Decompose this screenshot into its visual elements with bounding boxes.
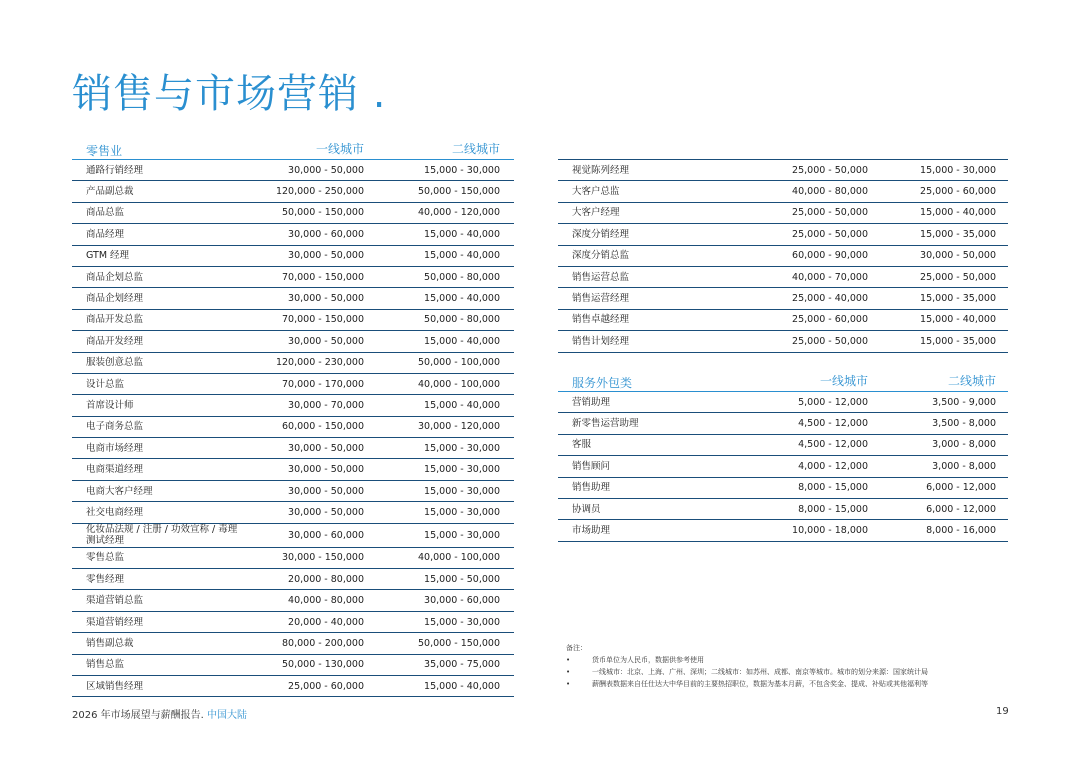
tier1-salary-cell: 30,000 - 50,000 [288, 293, 364, 305]
tier2-header: 二线城市 [947, 374, 996, 388]
note-text: 薪酬表数据来自任仕达大中华目前的主要热招职位，数据为基本月薪，不包含奖金、提成、补贴或其他福利等 [592, 680, 928, 688]
table-row [72, 310, 514, 331]
tier2-salary-cell: 40,000 - 100,000 [418, 378, 500, 390]
job-title-cell: 设计总监 [86, 378, 125, 390]
table-row [72, 590, 514, 611]
report-title: 2026 年市场展望与薪酬报告. [72, 710, 204, 721]
table-row [558, 203, 1008, 224]
category-header: 服务外包类 [572, 376, 633, 390]
table-row [558, 331, 1008, 352]
notes-heading: 备注： [566, 644, 587, 652]
job-title-cell: 商品开发经理 [86, 335, 144, 347]
tier2-salary-cell: 3,500 - 8,000 [932, 418, 996, 430]
table-body [558, 392, 1008, 542]
tier2-salary-cell: 15,000 - 35,000 [920, 293, 996, 305]
table-row [72, 438, 514, 459]
tier2-salary-cell: 50,000 - 80,000 [424, 314, 500, 326]
tier1-salary-cell: 30,000 - 60,000 [288, 529, 364, 541]
table-row [72, 181, 514, 202]
tier2-salary-cell: 15,000 - 40,000 [424, 250, 500, 262]
tier1-salary-cell: 50,000 - 150,000 [282, 207, 364, 219]
tier1-salary-cell: 25,000 - 50,000 [792, 335, 868, 347]
tier2-salary-cell: 30,000 - 120,000 [418, 421, 500, 433]
tier1-salary-cell: 30,000 - 50,000 [288, 485, 364, 497]
tier1-salary-cell: 8,000 - 15,000 [798, 482, 868, 494]
job-title-cell: 深度分销经理 [572, 228, 630, 240]
job-title-cell: 化妆品法规 / 注册 / 功效宣称 / 毒理测试经理 [86, 524, 238, 547]
tier2-salary-cell: 50,000 - 150,000 [418, 637, 500, 649]
note-item [566, 678, 1006, 690]
job-title-cell: 视觉陈列经理 [572, 164, 630, 176]
table-row [558, 160, 1008, 181]
tier2-salary-cell: 15,000 - 30,000 [424, 616, 500, 628]
job-title-cell: 电子商务总监 [86, 421, 144, 433]
tier1-salary-cell: 30,000 - 50,000 [288, 164, 364, 176]
table-row [72, 481, 514, 502]
job-title-cell: GTM 经理 [86, 250, 130, 262]
table-row [72, 524, 514, 548]
tier2-salary-cell: 40,000 - 120,000 [418, 207, 500, 219]
table-row [72, 224, 514, 245]
category-header: 零售业 [86, 144, 123, 158]
table-row [72, 502, 514, 523]
tier2-salary-cell: 15,000 - 30,000 [424, 164, 500, 176]
notes [566, 642, 1006, 690]
table-header [72, 140, 514, 160]
tier1-salary-cell: 5,000 - 12,000 [798, 396, 868, 408]
job-title-cell: 销售卓越经理 [572, 314, 630, 326]
job-title-cell: 商品总监 [86, 207, 125, 219]
tier2-header: 二线城市 [451, 142, 500, 156]
table-row [558, 435, 1008, 456]
tier1-salary-cell: 40,000 - 80,000 [792, 186, 868, 198]
job-title-cell: 零售经理 [86, 573, 125, 585]
tier1-salary-cell: 10,000 - 18,000 [792, 525, 868, 537]
table-row [558, 413, 1008, 434]
tier2-salary-cell: 6,000 - 12,000 [926, 503, 996, 515]
job-title-cell: 新零售运营助理 [572, 418, 639, 430]
job-title-cell: 电商渠道经理 [86, 464, 144, 476]
tier2-salary-cell: 3,000 - 8,000 [932, 460, 996, 472]
table-row [72, 612, 514, 633]
table-row [72, 246, 514, 267]
table-row [72, 569, 514, 590]
table-row [558, 499, 1008, 520]
tier2-salary-cell: 30,000 - 60,000 [424, 595, 500, 607]
tier2-salary-cell: 15,000 - 30,000 [424, 506, 500, 518]
job-title-cell: 销售总监 [86, 659, 125, 671]
tier1-salary-cell: 60,000 - 90,000 [792, 250, 868, 262]
tier2-salary-cell: 15,000 - 30,000 [424, 485, 500, 497]
tier1-salary-cell: 30,000 - 50,000 [288, 250, 364, 262]
tier1-salary-cell: 4,000 - 12,000 [798, 460, 868, 472]
table-header [558, 140, 1008, 160]
note-item [566, 666, 1006, 678]
job-title-cell: 协调员 [572, 503, 601, 515]
job-title-cell: 社交电商经理 [86, 506, 144, 518]
job-title-cell: 销售助理 [572, 482, 611, 494]
table-row [558, 181, 1008, 202]
job-title-cell: 零售总监 [86, 552, 125, 564]
job-title-cell: 电商市场经理 [86, 442, 144, 454]
table-row [72, 633, 514, 654]
job-title-cell: 电商大客户经理 [86, 485, 153, 497]
region-label: 中国大陆 [207, 710, 247, 721]
table-row [72, 288, 514, 309]
tier2-salary-cell: 50,000 - 100,000 [418, 357, 500, 369]
tier2-salary-cell: 6,000 - 12,000 [926, 482, 996, 494]
job-title-cell: 大客户经理 [572, 207, 620, 219]
tier1-salary-cell: 4,500 - 12,000 [798, 439, 868, 451]
table-row [72, 417, 514, 438]
tier1-salary-cell: 25,000 - 50,000 [792, 207, 868, 219]
table-row [72, 655, 514, 676]
tier1-salary-cell: 20,000 - 80,000 [288, 573, 364, 585]
tier2-salary-cell: 40,000 - 100,000 [418, 552, 500, 564]
table-row [558, 267, 1008, 288]
tier2-salary-cell: 50,000 - 150,000 [418, 186, 500, 198]
job-title-cell: 渠道营销总监 [86, 595, 144, 607]
tier1-salary-cell: 20,000 - 40,000 [288, 616, 364, 628]
table-row [72, 459, 514, 480]
tier2-salary-cell: 3,500 - 9,000 [932, 396, 996, 408]
job-title-cell: 客服 [572, 439, 592, 451]
table-row [72, 267, 514, 288]
tier1-salary-cell: 70,000 - 170,000 [282, 378, 364, 390]
bullet-icon: • [566, 680, 571, 688]
tier2-salary-cell: 8,000 - 16,000 [926, 525, 996, 537]
job-title-cell: 销售顾问 [572, 460, 611, 472]
table-row [72, 374, 514, 395]
table-row [72, 676, 514, 697]
table-row [72, 395, 514, 416]
page-title: 销售与市场营销 . [72, 71, 387, 117]
tier1-salary-cell: 70,000 - 150,000 [282, 271, 364, 283]
table-row [558, 310, 1008, 331]
tier2-salary-cell: 15,000 - 40,000 [424, 228, 500, 240]
sales-salary-table [558, 140, 1008, 353]
job-title-cell: 渠道营销经理 [86, 616, 144, 628]
table-row [72, 331, 514, 352]
tier1-salary-cell: 50,000 - 130,000 [282, 659, 364, 671]
job-title-cell: 大客户总监 [572, 186, 620, 198]
table-row [558, 224, 1008, 245]
job-title-cell: 通路行销经理 [86, 164, 144, 176]
tier2-salary-cell: 50,000 - 80,000 [424, 271, 500, 283]
tier2-salary-cell: 15,000 - 50,000 [424, 573, 500, 585]
retail-salary-table [72, 140, 514, 697]
tier1-salary-cell: 40,000 - 80,000 [288, 595, 364, 607]
tier1-salary-cell: 70,000 - 150,000 [282, 314, 364, 326]
tier2-salary-cell: 15,000 - 35,000 [920, 335, 996, 347]
tier2-salary-cell: 35,000 - 75,000 [424, 659, 500, 671]
page-number: 19 [996, 706, 1009, 717]
tier1-salary-cell: 80,000 - 200,000 [282, 637, 364, 649]
tier1-salary-cell: 30,000 - 50,000 [288, 442, 364, 454]
tier1-salary-cell: 25,000 - 60,000 [288, 680, 364, 692]
table-row [72, 160, 514, 181]
job-title-cell: 销售副总裁 [86, 637, 134, 649]
tier1-salary-cell: 30,000 - 50,000 [288, 335, 364, 347]
job-title-cell: 产品副总裁 [86, 186, 134, 198]
job-title-cell: 商品开发总监 [86, 314, 144, 326]
tier2-salary-cell: 15,000 - 40,000 [424, 335, 500, 347]
table-row [558, 392, 1008, 413]
job-title-cell: 商品企划总监 [86, 271, 144, 283]
table-row [558, 478, 1008, 499]
job-title-cell: 商品企划经理 [86, 293, 144, 305]
job-title-cell: 深度分销总监 [572, 250, 630, 262]
outsourcing-salary-table [558, 372, 1008, 542]
tier2-salary-cell: 15,000 - 40,000 [424, 293, 500, 305]
bullet-icon: • [566, 656, 571, 664]
tier1-salary-cell: 30,000 - 50,000 [288, 506, 364, 518]
job-title-cell: 营销助理 [572, 396, 611, 408]
table-body [72, 160, 514, 697]
tier1-salary-cell: 30,000 - 70,000 [288, 399, 364, 411]
table-row [72, 548, 514, 569]
bullet-icon: • [566, 668, 571, 676]
tier1-salary-cell: 30,000 - 150,000 [282, 552, 364, 564]
footer [72, 706, 247, 721]
job-title-cell: 首席设计师 [86, 399, 134, 411]
tier2-salary-cell: 15,000 - 40,000 [920, 207, 996, 219]
note-text: 一线城市：北京、上海、广州、深圳；二线城市：如苏州、成都、南京等城市。城市的划分来源：国家统计局 [592, 668, 928, 676]
tier2-salary-cell: 15,000 - 40,000 [424, 680, 500, 692]
tier1-salary-cell: 25,000 - 40,000 [792, 293, 868, 305]
job-title-cell: 商品经理 [86, 228, 125, 240]
table-row [558, 520, 1008, 541]
tier1-salary-cell: 40,000 - 70,000 [792, 271, 868, 283]
table-header [558, 372, 1008, 392]
tier1-salary-cell: 30,000 - 50,000 [288, 464, 364, 476]
job-title-cell: 区域销售经理 [86, 680, 144, 692]
job-title-cell: 销售运营经理 [572, 293, 630, 305]
note-item [566, 654, 1006, 666]
tier2-salary-cell: 25,000 - 60,000 [920, 186, 996, 198]
tier1-salary-cell: 25,000 - 60,000 [792, 314, 868, 326]
table-row [558, 288, 1008, 309]
tier2-salary-cell: 15,000 - 30,000 [424, 529, 500, 541]
tier2-salary-cell: 15,000 - 30,000 [424, 464, 500, 476]
table-row [72, 203, 514, 224]
job-title-cell: 销售运营总监 [572, 271, 630, 283]
tier2-salary-cell: 3,000 - 8,000 [932, 439, 996, 451]
tier1-salary-cell: 8,000 - 15,000 [798, 503, 868, 515]
tier2-salary-cell: 30,000 - 50,000 [920, 250, 996, 262]
tier2-salary-cell: 15,000 - 40,000 [424, 399, 500, 411]
tier2-salary-cell: 15,000 - 35,000 [920, 228, 996, 240]
tier1-salary-cell: 25,000 - 50,000 [792, 228, 868, 240]
job-title-cell: 市场助理 [572, 525, 611, 537]
tier1-salary-cell: 120,000 - 250,000 [275, 186, 364, 198]
tier1-salary-cell: 25,000 - 50,000 [792, 164, 868, 176]
job-title-cell: 服装创意总监 [86, 357, 144, 369]
tier2-salary-cell: 15,000 - 30,000 [424, 442, 500, 454]
tier1-header: 一线城市 [819, 374, 868, 388]
tier2-salary-cell: 25,000 - 50,000 [920, 271, 996, 283]
tier1-salary-cell: 120,000 - 230,000 [275, 357, 364, 369]
tier1-salary-cell: 4,500 - 12,000 [798, 418, 868, 430]
table-row [72, 353, 514, 374]
table-row [558, 246, 1008, 267]
table-body [558, 160, 1008, 353]
tier1-salary-cell: 30,000 - 60,000 [288, 228, 364, 240]
note-text: 货币单位为人民币，数据供参考使用 [592, 656, 704, 664]
tier1-header: 一线城市 [315, 142, 364, 156]
job-title-cell: 销售计划经理 [572, 335, 630, 347]
tier2-salary-cell: 15,000 - 30,000 [920, 164, 996, 176]
table-row [558, 456, 1008, 477]
tier1-salary-cell: 60,000 - 150,000 [282, 421, 364, 433]
tier2-salary-cell: 15,000 - 40,000 [920, 314, 996, 326]
